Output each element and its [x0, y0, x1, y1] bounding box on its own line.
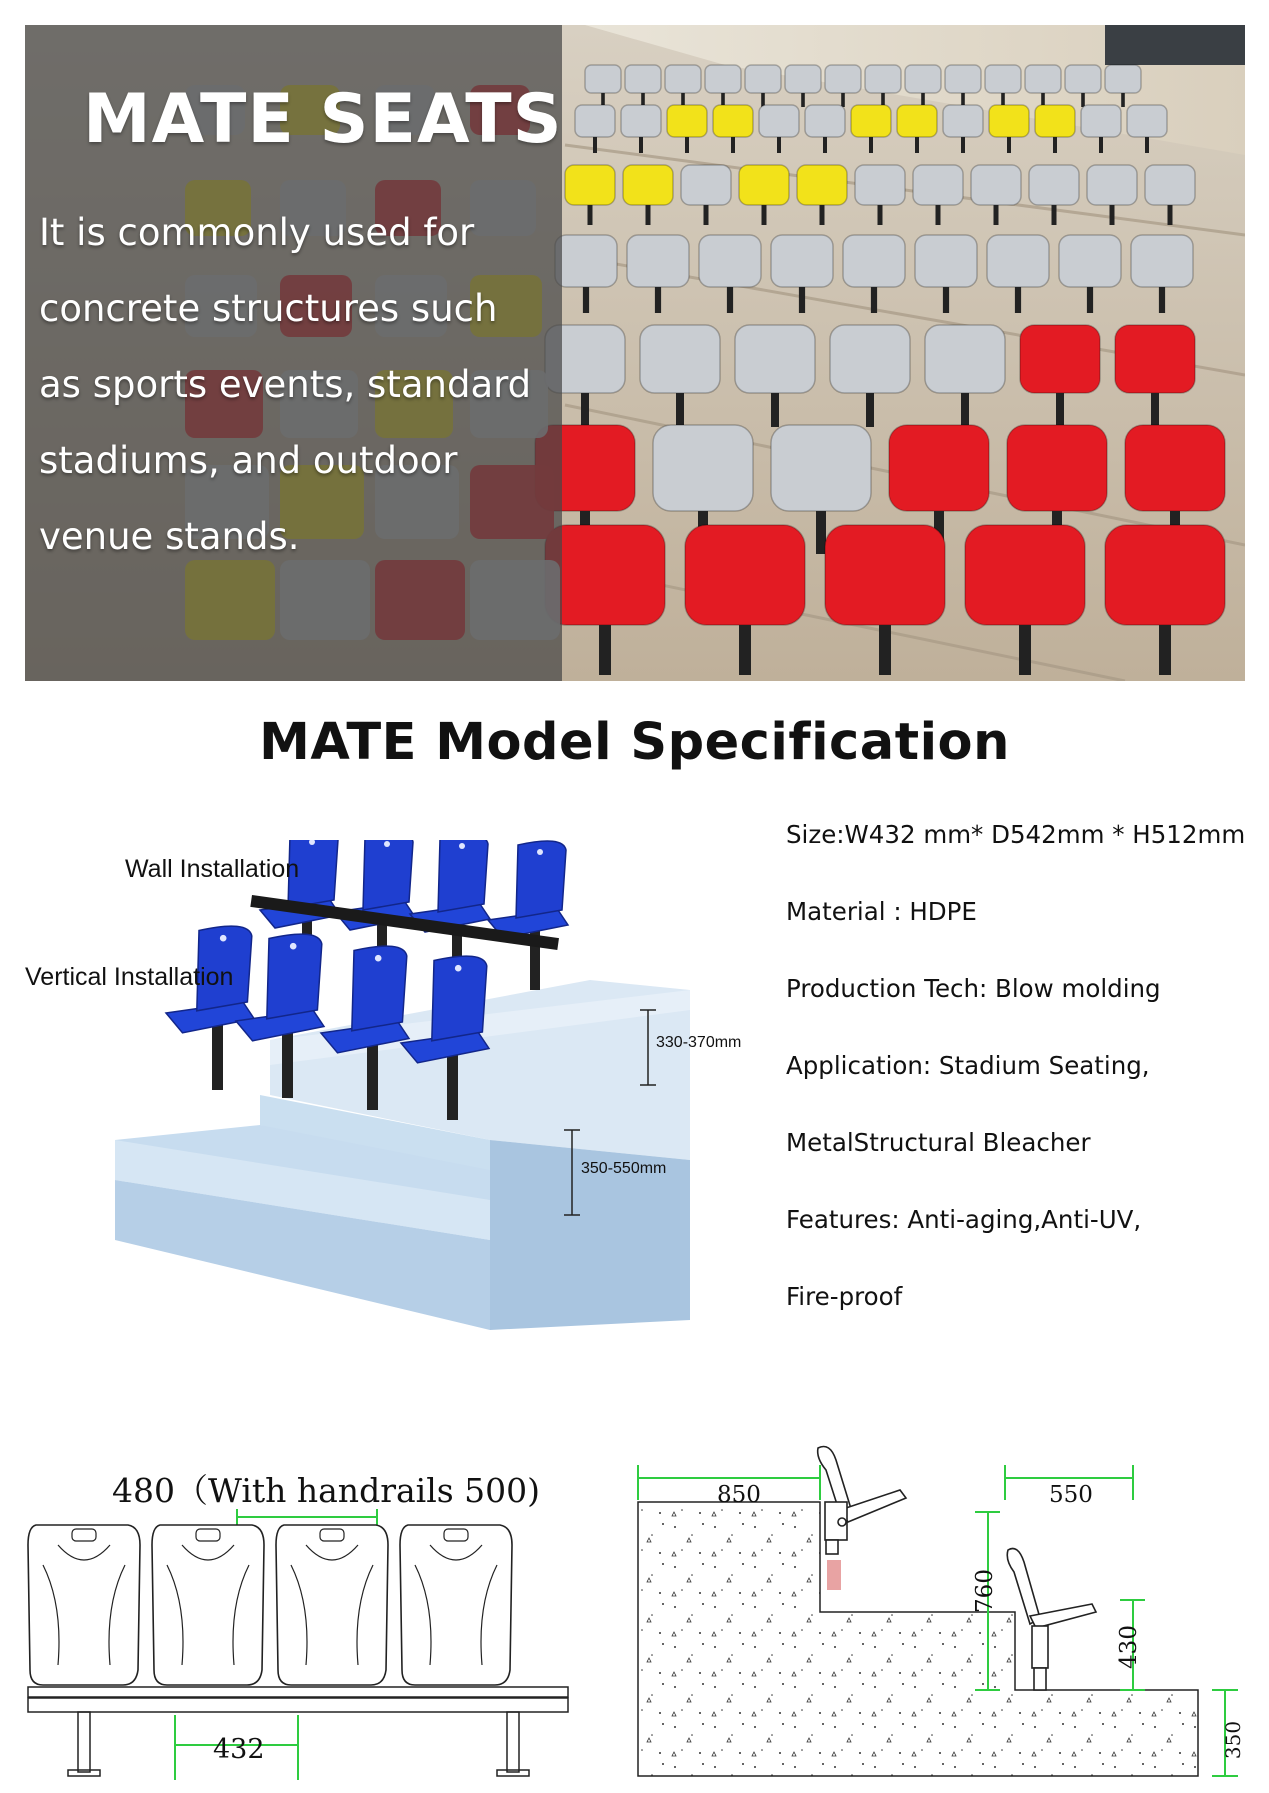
- seat: [855, 165, 905, 205]
- seat: [627, 235, 689, 287]
- seat: [667, 105, 707, 137]
- side-depth-a: 850: [717, 1482, 761, 1508]
- seat: [705, 65, 741, 93]
- blue-seat: [166, 926, 254, 1090]
- seat: [905, 65, 941, 93]
- seat-post: [1052, 205, 1057, 225]
- seat: [1087, 165, 1137, 205]
- seat: [771, 235, 833, 287]
- seat-post: [878, 205, 883, 225]
- seat: [987, 235, 1049, 287]
- spec-features-cont: Fire-proof: [786, 1282, 903, 1311]
- seat: [865, 65, 901, 93]
- seat: [1081, 105, 1121, 137]
- seat-post: [593, 137, 597, 153]
- seat-post: [1015, 287, 1021, 313]
- seat-front-outline: [400, 1525, 512, 1685]
- hero-title: MATE SEATS: [83, 80, 563, 159]
- seat: [843, 235, 905, 287]
- wall-installation-label: Wall Installation: [125, 855, 300, 883]
- front-view-drawing: [20, 1505, 590, 1780]
- seat: [830, 325, 910, 393]
- seat: [685, 525, 805, 625]
- hero-text-line: concrete structures such: [39, 287, 498, 330]
- seat-post: [801, 93, 805, 107]
- seat-front-outline: [28, 1525, 140, 1685]
- seat-post: [739, 625, 751, 675]
- seat: [989, 105, 1029, 137]
- seat: [565, 165, 615, 205]
- seat: [1105, 525, 1225, 625]
- side-step-height: 350: [1221, 1720, 1246, 1760]
- vertical-installation-label: Vertical Installation: [25, 963, 234, 991]
- seat-post: [731, 137, 735, 153]
- seat-post: [1159, 625, 1171, 675]
- seat: [1131, 235, 1193, 287]
- seat: [1059, 235, 1121, 287]
- upper-step-dimension: 330-370mm: [656, 1034, 742, 1051]
- seat: [1145, 165, 1195, 205]
- spec-application: Application: Stadium Seating,: [786, 1051, 1150, 1080]
- seat: [971, 165, 1021, 205]
- seat: [925, 325, 1005, 393]
- seat: [943, 105, 983, 137]
- seat: [1020, 325, 1100, 393]
- seat-post: [1099, 137, 1103, 153]
- seat: [1125, 425, 1225, 511]
- side-depth-b: 550: [1049, 1482, 1093, 1508]
- spec-heading: MATE Model Specification: [259, 713, 1010, 772]
- installation-illustration: [20, 840, 765, 1340]
- seat: [797, 165, 847, 205]
- hero-text-line: stadiums, and outdoor: [39, 439, 458, 482]
- seat-post: [1019, 625, 1031, 675]
- seat: [1115, 325, 1195, 393]
- seat: [771, 425, 871, 511]
- seat-post: [583, 287, 589, 313]
- seat-post: [820, 205, 825, 225]
- seat: [713, 105, 753, 137]
- spec-size: Size:W432 mm* D542mm * H512mm: [786, 820, 1246, 849]
- seat-post: [704, 205, 709, 225]
- seat-post: [936, 205, 941, 225]
- seat-post: [1087, 287, 1093, 313]
- seat: [1025, 65, 1061, 93]
- seat-post: [1081, 93, 1085, 107]
- seat: [745, 65, 781, 93]
- seat: [759, 105, 799, 137]
- seat-post: [1159, 287, 1165, 313]
- lower-step-dimension: 350-550mm: [581, 1160, 667, 1177]
- spec-production-tech: Production Tech: Blow molding: [786, 974, 1161, 1003]
- seat-post: [581, 393, 589, 427]
- seat-post: [1145, 137, 1149, 153]
- seat-post: [879, 625, 891, 675]
- side-height-b: 430: [1115, 1625, 1142, 1669]
- seat: [913, 165, 963, 205]
- seat: [945, 65, 981, 93]
- seat: [555, 235, 617, 287]
- seat: [785, 65, 821, 93]
- hero-text-line: It is commonly used for: [39, 211, 475, 254]
- seat: [1007, 425, 1107, 511]
- seat-post: [961, 393, 969, 427]
- spec-material: Material : HDPE: [786, 897, 977, 926]
- seat: [1065, 65, 1101, 93]
- seat: [739, 165, 789, 205]
- seat-post: [1007, 137, 1011, 153]
- seat: [545, 525, 665, 625]
- front-width-label: 480（With handrails 500): [112, 1471, 541, 1510]
- seat: [825, 65, 861, 93]
- seat-front-outline: [152, 1525, 264, 1685]
- side-height-a: 760: [971, 1569, 998, 1613]
- seat-post: [771, 393, 779, 427]
- seat: [1127, 105, 1167, 137]
- seat-post: [841, 93, 845, 107]
- seat-post: [646, 205, 651, 225]
- seat-post: [599, 625, 611, 675]
- seat: [699, 235, 761, 287]
- seat: [1029, 165, 1079, 205]
- seat-post: [685, 137, 689, 153]
- seat: [653, 425, 753, 511]
- seat: [965, 525, 1085, 625]
- seat-post: [869, 137, 873, 153]
- seat: [915, 235, 977, 287]
- hero-text-line: venue stands.: [39, 515, 300, 558]
- hero-banner: [25, 25, 1245, 681]
- seat: [735, 325, 815, 393]
- seat-post: [1151, 393, 1159, 427]
- blue-seat: [488, 841, 568, 990]
- seat-post: [588, 205, 593, 225]
- seat: [575, 105, 615, 137]
- seat: [805, 105, 845, 137]
- seat-post: [799, 287, 805, 313]
- seat-post: [943, 287, 949, 313]
- seat-post: [994, 205, 999, 225]
- seat-post: [915, 137, 919, 153]
- seat-post: [1121, 93, 1125, 107]
- seat: [665, 65, 701, 93]
- seat: [625, 65, 661, 93]
- seat-post: [1110, 205, 1115, 225]
- seat-post: [961, 137, 965, 153]
- seat: [985, 65, 1021, 93]
- seat: [585, 65, 621, 93]
- seat-post: [727, 287, 733, 313]
- seat: [621, 105, 661, 137]
- seat-post: [1056, 393, 1064, 427]
- seat-post: [1053, 137, 1057, 153]
- seat-post: [866, 393, 874, 427]
- seat-post: [1168, 205, 1173, 225]
- seat: [681, 165, 731, 205]
- seat-post: [871, 287, 877, 313]
- seat-post: [676, 393, 684, 427]
- seat-post: [762, 205, 767, 225]
- seat: [1105, 65, 1141, 93]
- seat-post: [823, 137, 827, 153]
- seat: [640, 325, 720, 393]
- seat-post: [639, 137, 643, 153]
- spec-features: Features: Anti-aging,Anti-UV,: [786, 1205, 1142, 1234]
- seat: [851, 105, 891, 137]
- spec-application-cont: MetalStructural Bleacher: [786, 1128, 1091, 1157]
- front-seat-width: 432: [213, 1734, 265, 1765]
- hero-text-line: as sports events, standard: [39, 363, 532, 406]
- seat: [1035, 105, 1075, 137]
- seat-post: [655, 287, 661, 313]
- seat-post: [777, 137, 781, 153]
- seat: [889, 425, 989, 511]
- seat-front-outline: [276, 1525, 388, 1685]
- seat: [825, 525, 945, 625]
- seat: [897, 105, 937, 137]
- seat: [623, 165, 673, 205]
